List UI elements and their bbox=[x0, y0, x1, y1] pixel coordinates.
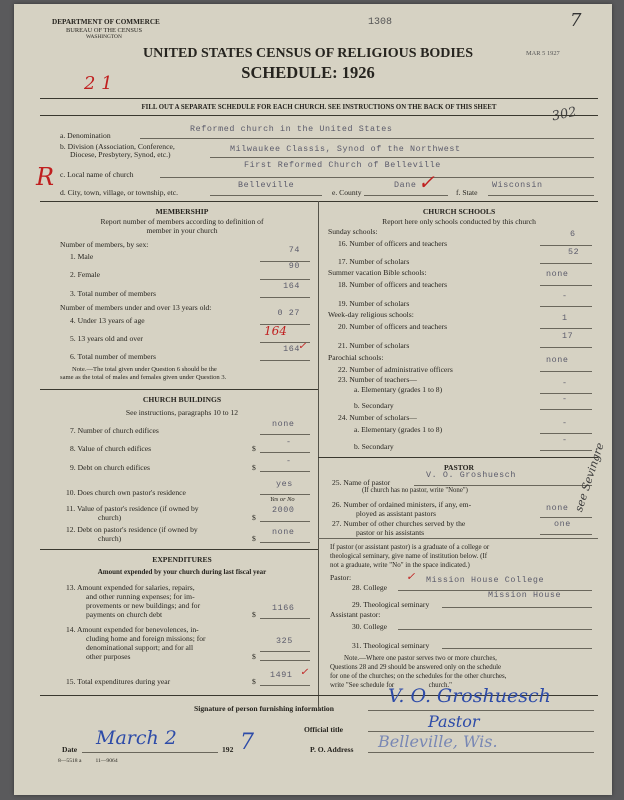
signature-value: V. O. Groshuesch bbox=[388, 685, 551, 707]
state-value: Wisconsin bbox=[492, 180, 543, 190]
q27-label-1: 27. Number of other churches served by the bbox=[332, 519, 466, 528]
q26-label-2: ployed as assistant pastors bbox=[356, 509, 436, 518]
county-value: Dane bbox=[394, 180, 417, 190]
annotation-margin-note: see Sevingre bbox=[572, 441, 607, 514]
pastor-rule bbox=[318, 457, 598, 458]
q22-value: none bbox=[546, 355, 569, 365]
q28-value: Mission House College bbox=[426, 575, 545, 585]
annotation-right-code: 302 bbox=[550, 104, 579, 125]
census-schedule-paper bbox=[14, 4, 612, 795]
q2-value: 90 bbox=[288, 261, 300, 271]
q20-label: 20. Number of officers and teachers bbox=[338, 322, 448, 331]
q27-line bbox=[540, 534, 592, 535]
schools-heading: CHURCH SCHOOLS bbox=[422, 207, 496, 216]
bureau-label: BUREAU OF THE CENSUS bbox=[66, 27, 143, 34]
q14-label-3: denominational support; and for all bbox=[86, 643, 194, 652]
q13-dollar-sign: $ bbox=[252, 610, 256, 619]
q16-value: 6 bbox=[570, 229, 576, 239]
summer-schools-label: Summer vacation Bible schools: bbox=[328, 268, 427, 277]
q21-line bbox=[540, 347, 592, 348]
q20-value: 1 bbox=[562, 313, 568, 323]
q10-label: 10. Does church own pastor's residence bbox=[66, 488, 186, 497]
q6-check-mark: ✓ bbox=[298, 341, 307, 352]
q26-label-1: 26. Number of ordained ministers, if any, em- bbox=[332, 500, 472, 509]
q22-label: 22. Number of administrative officers bbox=[338, 365, 453, 374]
q15-label: 15. Total expenditures during year bbox=[66, 677, 171, 686]
q11-line bbox=[260, 521, 310, 522]
graduate-rule bbox=[318, 538, 598, 539]
local-name-value: First Reformed Church of Belleville bbox=[244, 160, 441, 170]
membership-intro-2: member in your church bbox=[146, 226, 218, 235]
q3-line bbox=[260, 297, 310, 298]
date-line bbox=[82, 752, 218, 753]
division-label: b. Division (Association, Conference, bbox=[60, 142, 175, 151]
q14-value: 325 bbox=[276, 636, 293, 646]
q6-label: 6. Total number of members bbox=[70, 352, 157, 361]
q2-label: 2. Female bbox=[70, 270, 100, 279]
q12-label: 12. Debt on pastor's residence (if owned by bbox=[66, 525, 198, 534]
q15-dollar-sign: $ bbox=[252, 677, 256, 686]
q22-line bbox=[540, 371, 592, 372]
county-line bbox=[364, 195, 448, 196]
membership-note-1: Note.—The total given under Question 6 should be the bbox=[72, 366, 217, 373]
local-name-label: c. Local name of church bbox=[60, 170, 134, 179]
city-label: WASHINGTON bbox=[86, 34, 122, 40]
q25-value: V. O. Groshuesch bbox=[426, 470, 517, 480]
q24b-line bbox=[540, 450, 592, 451]
po-address-line bbox=[368, 752, 594, 753]
q11-label-2: church) bbox=[98, 513, 122, 522]
q11-label: 11. Value of pastor's residence (if owned by bbox=[66, 504, 199, 513]
q24a-value: - bbox=[562, 418, 568, 428]
q29-line bbox=[442, 607, 592, 608]
annotation-red-number: 2 1 bbox=[84, 73, 113, 94]
q20-line bbox=[540, 328, 592, 329]
schools-intro: Report here only schools conducted by this church bbox=[382, 217, 536, 226]
signature-label: Signature of person furnishing information bbox=[194, 704, 334, 713]
expenditures-rule bbox=[40, 549, 318, 550]
q24b-label: b. Secondary bbox=[354, 442, 394, 451]
q30-line bbox=[398, 629, 592, 630]
state-label: f. State bbox=[456, 188, 478, 197]
denomination-value: Reformed church in the United States bbox=[190, 124, 393, 134]
q3-value: 164 bbox=[283, 281, 300, 291]
state-line bbox=[488, 195, 594, 196]
q9-line bbox=[260, 471, 310, 472]
q23b-line bbox=[540, 409, 592, 410]
q9-value: - bbox=[286, 456, 292, 466]
q13-line bbox=[260, 618, 310, 619]
q6-line bbox=[260, 360, 310, 361]
pastor-sub-label: Pastor: bbox=[330, 573, 352, 582]
q10-line bbox=[260, 494, 310, 495]
city-label: d. City, town, village, or township, etc. bbox=[60, 188, 179, 197]
graduate-instr-3: not a graduate, write "No" in the space indicated.) bbox=[330, 561, 470, 569]
q25-line bbox=[414, 485, 592, 486]
q18-line bbox=[540, 285, 592, 286]
q15-check-mark: ✓ bbox=[300, 667, 309, 678]
instructions-line: FILL OUT A SEPARATE SCHEDULE FOR EACH CHURCH. SEE INSTRUCTIONS ON THE BACK OF THIS SHEET bbox=[141, 104, 497, 111]
q7-value: none bbox=[272, 419, 295, 429]
q23-label: 23. Number of teachers— bbox=[338, 375, 417, 384]
annotation-top-right: 7 bbox=[570, 10, 582, 31]
official-title-value: Pastor bbox=[428, 712, 480, 731]
q1-label: 1. Male bbox=[70, 252, 94, 261]
year-value: 7 bbox=[240, 730, 254, 755]
q27-label-2: pastor or his assistants bbox=[356, 528, 425, 537]
q19-value: - bbox=[562, 291, 568, 301]
q17-line bbox=[540, 263, 592, 264]
q13-label-2: and other running expenses; for im- bbox=[86, 592, 195, 601]
q24b-value: - bbox=[562, 435, 568, 445]
q5-label: 5. 13 years old and over bbox=[70, 334, 143, 343]
q23b-label: b. Secondary bbox=[354, 401, 394, 410]
q24a-label: a. Elementary (grades 1 to 8) bbox=[354, 425, 443, 434]
q14-line-a bbox=[260, 651, 310, 652]
q13-label-4: payments on church debt bbox=[86, 610, 163, 619]
q4-value: 0 27 bbox=[277, 308, 300, 318]
graduate-instr-2: theological seminary, give name of institution below. (If bbox=[330, 552, 488, 560]
q29-label: 29. Theological seminary bbox=[352, 600, 430, 609]
q16-label: 16. Number of officers and teachers bbox=[338, 239, 448, 248]
division-value: Milwaukee Classis, Synod of the Northwest bbox=[230, 144, 461, 154]
q21-label: 21. Number of scholars bbox=[338, 341, 410, 350]
column-divider bbox=[318, 201, 319, 709]
q8-value: - bbox=[286, 437, 292, 447]
membership-note-2: same as the total of males and females given under Question 3. bbox=[60, 374, 227, 381]
sunday-schools-label: Sunday schools: bbox=[328, 227, 378, 236]
q12-line bbox=[260, 542, 310, 543]
q25-note: (If church has no pastor, write "None") bbox=[362, 487, 468, 494]
q23b-value: - bbox=[562, 394, 568, 404]
local-name-line bbox=[160, 177, 594, 178]
po-address-label: P. O. Address bbox=[310, 745, 354, 754]
q31-label: 31. Theological seminary bbox=[352, 641, 430, 650]
annotation-red-letter: R bbox=[36, 163, 55, 191]
year-prefix: 192 bbox=[222, 745, 234, 754]
q12-value: none bbox=[272, 527, 295, 537]
q11-dollar-sign: $ bbox=[252, 513, 256, 522]
expenditures-intro: Amount expended by your church during last fiscal year bbox=[97, 568, 267, 576]
q19-line bbox=[540, 306, 592, 307]
q17-label: 17. Number of scholars bbox=[338, 257, 410, 266]
q1-value: 74 bbox=[288, 245, 300, 255]
city-line bbox=[210, 195, 322, 196]
q7-label: 7. Number of church edifices bbox=[70, 426, 159, 435]
po-address-value: Belleville, Wis. bbox=[378, 732, 498, 751]
section-rule bbox=[40, 201, 598, 202]
q11-value: 2000 bbox=[272, 505, 295, 515]
q12-dollar-sign: $ bbox=[252, 534, 256, 543]
q18-value: none bbox=[546, 269, 569, 279]
official-title-label: Official title bbox=[304, 725, 344, 734]
q13-label-3: provements or new buildings; and for bbox=[86, 601, 201, 610]
denomination-line bbox=[140, 138, 594, 139]
buildings-heading: CHURCH BUILDINGS bbox=[142, 395, 222, 404]
q9-dollar-sign: $ bbox=[252, 463, 256, 472]
q24a-line bbox=[540, 433, 592, 434]
county-check-mark: ✓ bbox=[418, 170, 435, 194]
q15-value: 1491 bbox=[270, 670, 293, 680]
division-label-2: Diocese, Presbytery, Synod, etc.) bbox=[70, 150, 171, 159]
weekday-schools-label: Week-day religious schools: bbox=[328, 310, 414, 319]
q13-label-1: 13. Amount expended for salaries, repairs, bbox=[66, 583, 195, 592]
q9-label: 9. Debt on church edifices bbox=[70, 463, 150, 472]
parochial-schools-label: Parochial schools: bbox=[328, 353, 384, 362]
members-by-sex-label: Number of members, by sex: bbox=[60, 240, 149, 249]
department-label: DEPARTMENT OF COMMERCE bbox=[52, 18, 160, 26]
date-label: Date bbox=[62, 745, 78, 754]
form-subtitle: SCHEDULE: 1926 bbox=[241, 63, 375, 82]
q17-value: 52 bbox=[568, 247, 580, 257]
q21-value: 17 bbox=[562, 331, 574, 341]
q7-line bbox=[260, 434, 310, 435]
q30-label: 30. College bbox=[352, 622, 388, 631]
stamp-date: MAR 5 1927 bbox=[526, 50, 560, 57]
pastor-note-2: Questions 28 and 29 should be answered only on the schedule bbox=[330, 664, 502, 671]
stamp-number: 1308 bbox=[368, 17, 393, 28]
q19-label: 19. Number of scholars bbox=[338, 299, 410, 308]
instructions-rule bbox=[40, 115, 598, 116]
denomination-label: a. Denomination bbox=[60, 131, 111, 140]
signature-line bbox=[368, 710, 594, 711]
q14-label-2: cluding home and foreign missions; for bbox=[86, 634, 206, 643]
q14-label-4: other purposes bbox=[86, 652, 131, 661]
q8-dollar-sign: $ bbox=[252, 444, 256, 453]
expenditures-heading: EXPENDITURES bbox=[152, 555, 212, 564]
q27-value: one bbox=[554, 519, 571, 529]
city-value: Belleville bbox=[238, 180, 295, 190]
q2-line bbox=[260, 279, 310, 280]
yes-no-hint: Yes or No bbox=[270, 496, 295, 503]
q15-line bbox=[260, 685, 310, 686]
membership-intro-1: Report number of members according to definition of bbox=[100, 217, 264, 226]
q28-label: 28. College bbox=[352, 583, 388, 592]
q26-line bbox=[540, 517, 592, 518]
q18-label: 18. Number of officers and teachers bbox=[338, 280, 448, 289]
q25-label: 25. Name of pastor bbox=[332, 478, 391, 487]
q6-value: 164 bbox=[283, 344, 300, 354]
q14-line-b bbox=[260, 660, 310, 661]
q28-mark: ✓ bbox=[406, 570, 416, 583]
division-line bbox=[210, 157, 594, 158]
q10-value: yes bbox=[276, 479, 293, 489]
q12-label-2: church) bbox=[98, 534, 122, 543]
buildings-rule bbox=[40, 389, 318, 390]
q31-line bbox=[442, 648, 592, 649]
q8-line bbox=[260, 452, 310, 453]
q5-value: 164 bbox=[264, 324, 287, 338]
pastor-note-1: Note.—Where one pastor serves two or more churches, bbox=[344, 655, 497, 662]
assistant-pastor-label: Assistant pastor: bbox=[330, 610, 381, 619]
q3-label: 3. Total number of members bbox=[70, 289, 157, 298]
q13-value: 1166 bbox=[272, 603, 295, 613]
q14-dollar-sign: $ bbox=[252, 652, 256, 661]
q8-label: 8. Value of church edifices bbox=[70, 444, 152, 453]
q26-value: none bbox=[546, 503, 569, 513]
form-number: 8—5518 a 11—9064 bbox=[58, 758, 118, 764]
pastor-note-4: write "See schedule for church." bbox=[330, 682, 452, 689]
pastor-heading: PASTOR bbox=[443, 463, 475, 472]
q24-label: 24. Number of scholars— bbox=[338, 413, 417, 422]
q16-line bbox=[540, 245, 592, 246]
date-value: March 2 bbox=[96, 727, 177, 749]
buildings-intro: See instructions, paragraphs 10 to 12 bbox=[125, 408, 239, 417]
q4-label: 4. Under 13 years of age bbox=[70, 316, 145, 325]
county-label: e. County bbox=[332, 188, 362, 197]
q23a-label: a. Elementary (grades 1 to 8) bbox=[354, 385, 443, 394]
age-label: Number of members under and over 13 years old: bbox=[60, 303, 212, 312]
pastor-note-3: for one of the churches; on the schedules for the other churches, bbox=[330, 673, 507, 680]
q14-label-1: 14. Amount expended for benevolences, in- bbox=[66, 625, 199, 634]
form-title: UNITED STATES CENSUS OF RELIGIOUS BODIES bbox=[142, 46, 473, 61]
header-rule bbox=[40, 98, 598, 99]
q29-value: Mission House bbox=[488, 590, 562, 600]
q23a-value: - bbox=[562, 378, 568, 388]
graduate-instr-1: If pastor (or assistant pastor) is a graduate of a college or bbox=[330, 543, 490, 551]
membership-heading: MEMBERSHIP bbox=[155, 207, 209, 216]
